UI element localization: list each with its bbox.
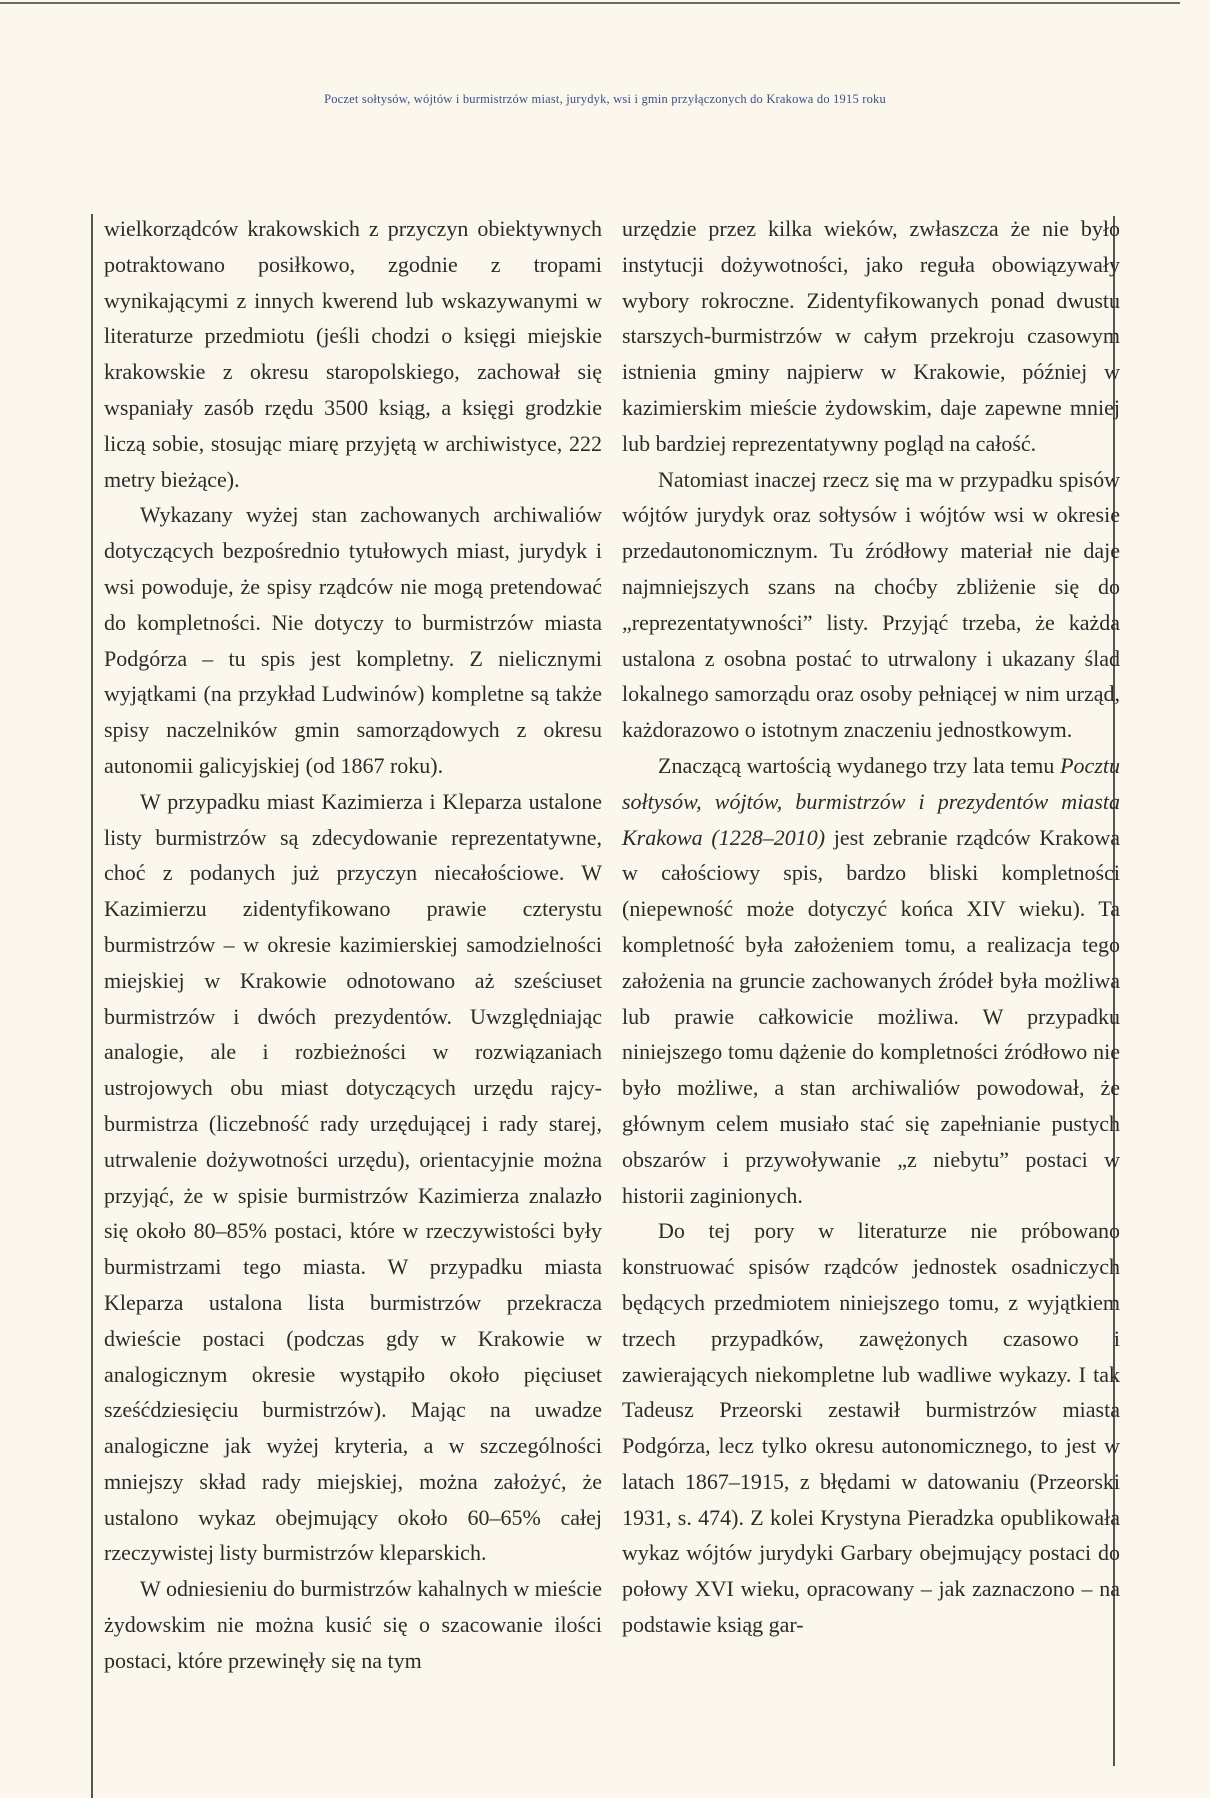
- left-column: [104, 211, 602, 1679]
- paragraph: W odniesieniu do burmistrzów kahalnych w mieście żydowskim nie można kusić się o szacowanie ilości postaci, które przewinęły się na tym: [104, 1576, 602, 1673]
- running-header: Poczet sołtysów, wójtów i burmistrzów miast, jurydyk, wsi i gmin przyłączonych do Krakowa do 1915 roku: [324, 92, 886, 106]
- left-margin-rule: [91, 214, 93, 1798]
- paragraph: urzędzie przez kilka wieków, zwłaszcza że nie było instytucji dożywotności, jako reguła obowiązywały wybory rokroczne. Zidentyfikowanych ponad dwustu starszych-burmistrzów w całym przekroju czasowym istnienia gminy najpierw w Krakowie, później w kazimierskim mieście żydowskim, daje zapewne mniej lub bardziej reprezentatywny pogląd na całość.: [622, 216, 1120, 456]
- paragraph: wielkorządców krakowskich z przyczyn obiektywnych potraktowano posiłkowo, zgodnie z tropami wynikającymi z innych kwerend lub wskazywanymi w literaturze przedmiotu (jeśli chodzi o księgi miejskie krakowskie z okresu staropolskiego, zachował się wspaniały zasób rzędu 3500 ksiąg, a księgi grodzkie liczą sobie, stosując miarę przyjętą w archiwistyce, 222 metry bieżące).: [104, 216, 602, 492]
- paragraph-text: Znaczącą wartością wydanego trzy lata temu: [658, 752, 1061, 778]
- italic-book-title: Pocztu sołtysów, wójtów, burmistrzów i prezydentów miasta Krakowa (1228–2010): [622, 752, 1120, 850]
- paragraph: Do tej pory w literaturze nie próbowano konstruować spisów rządców jednostek osadniczych będących przedmiotem niniejszego tomu, z wyjątkiem trzech przypadków, zawężonych czasowo i zawierających niekompletne lub wadliwe wykazy. I tak Tadeusz Przeorski zestawił burmistrzów miasta Podgórza, lecz tylko okresu autonomicznego, to jest w latach 1867–1915, z błędami w datowaniu (Przeorski 1931, s. 474). Z kolei Krystyna Pieradzka opublikowała wykaz wójtów jurydyki Garbary obejmujący postaci do połowy XVI wieku, opracowany – jak zaznaczono – na podstawie ksiąg gar-: [622, 1218, 1120, 1638]
- paragraph: [622, 748, 1120, 1213]
- paragraph: Wykazany wyżej stan zachowanych archiwaliów dotyczących bezpośrednio tytułowych miast, jurydyk i wsi powoduje, że spisy rządców nie mogą pretendować do kompletności. Nie dotyczy to burmistrzów miasta Podgórza – tu spis jest kompletny. Z nielicznymi wyjątkami (na przykład Ludwinów) kompletne są także spisy naczelników gmin samorządowych z okresu autonomii galicyjskiej (od 1867 roku).: [104, 502, 602, 778]
- right-column: [622, 211, 1120, 1643]
- paragraph-text: jest zebranie rządców Krakowa w całościowy spis, bardzo bliski kompletności (niepewność może dotyczyć końca XIV wieku). Ta kompletność była założeniem tomu, a realizacja tego założenia na gruncie zachowanych źródeł była możliwa lub prawie całkowicie możliwa. W przypadku niniejszego tomu dążenie do kompletności źródłowo nie było możliwe, a stan archiwaliów powodował, że głównym celem musiało stać się zapełnianie pustych obszarów i przywoływanie „z niebytu” postaci w historii zaginionych.: [622, 824, 1121, 1208]
- top-rule: [0, 2, 1180, 4]
- paragraph: W przypadku miast Kazimierza i Kleparza ustalone listy burmistrzów są zdecydowanie reprezentatywne, choć z podanych już przyczyn niecałościowe. W Kazimierzu zidentyfikowano prawie czterystu burmistrzów – w okresie kazimierskiej samodzielności miejskiej w Krakowie odnotowano aż sześciuset burmistrzów i dwóch prezydentów. Uwzględniając analogie, ale i rozbieżności w rozwiązaniach ustrojowych obu miast dotyczących urzędu rajcy-burmistrza (liczebność rady urzędującej i rady starej, utrwalenie dożywotności urzędu), orientacyjnie można przyjąć, że w spisie burmistrzów Kazimierza znalazło się około 80–85% postaci, które w rzeczywistości były burmistrzami tego miasta. W przypadku miasta Kleparza ustalona lista burmistrzów przekracza dwieście postaci (podczas gdy w Krakowie w analogicznym okresie wystąpiło około pięciuset sześćdziesięciu burmistrzów). Mając na uwadze analogiczne jak wyżej kryteria, a w szczególności mniejszy skład rady miejskiej, można założyć, że ustalono wykaz obejmujący około 60–65% całej rzeczywistej listy burmistrzów kleparskich.: [104, 788, 602, 1566]
- paragraph: Natomiast inaczej rzecz się ma w przypadku spisów wójtów jurydyk oraz sołtysów i wójtów wsi w okresie przedautonomicznym. Tu źródłowy materiał nie daje najmniejszych szans na choćby zbliżenie się do „reprezentatywności” listy. Przyjąć trzeba, że każda ustalona z osobna postać to utrwalony i ukazany ślad lokalnego samorządu oraz osoby pełniącej w nim urząd, każdorazowo o istotnym znaczeniu jednostkowym.: [622, 466, 1120, 743]
